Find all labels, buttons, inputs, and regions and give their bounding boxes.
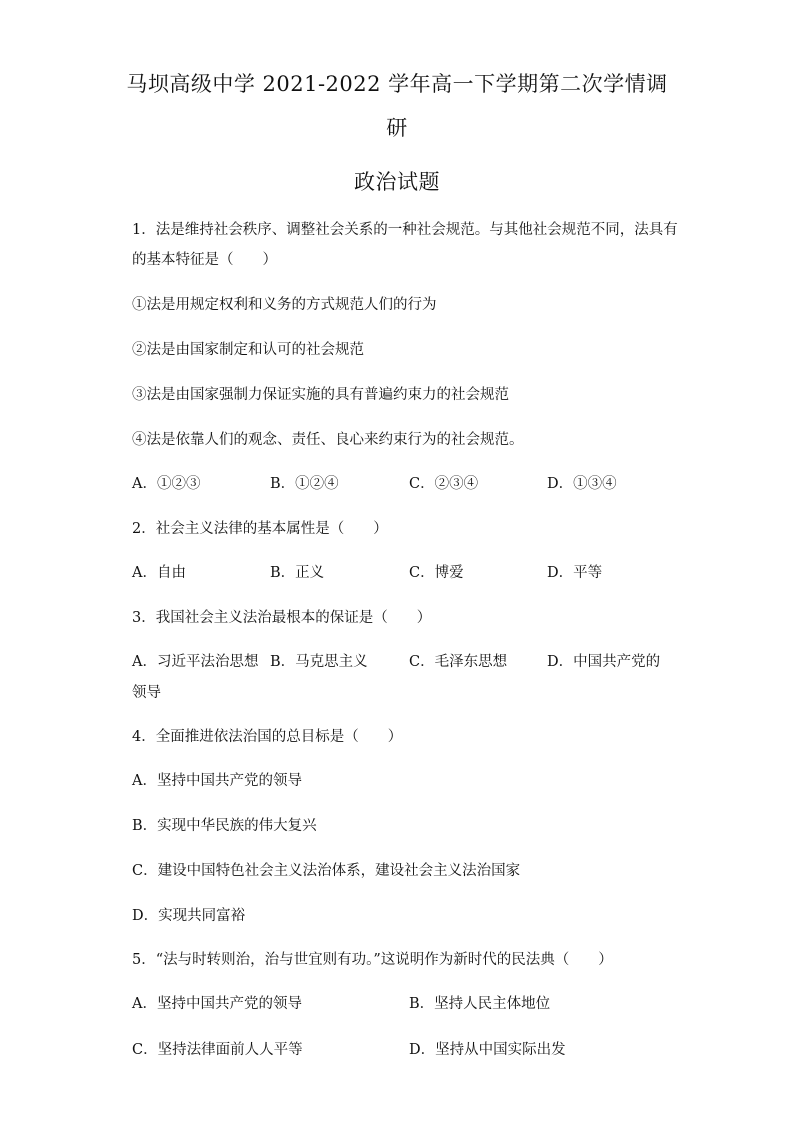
question-3-option-a[interactable]: A．习近平法治思想 (132, 654, 259, 670)
question-5-option-d[interactable]: D．坚持从中国实际出发 (409, 1042, 566, 1058)
question-5-option-b[interactable]: B．坚持人民主体地位 (409, 996, 551, 1012)
exam-subtitle: 政治试题 (354, 170, 440, 194)
question-2-option-d[interactable]: D．平等 (547, 565, 603, 581)
question-4-option-d[interactable]: D．实现共同富裕 (132, 908, 246, 924)
question-1-option-d[interactable]: D．①③④ (547, 476, 617, 492)
question-4-option-c[interactable]: C．建设中国特色社会主义法治体系，建设社会主义法治国家 (132, 863, 521, 879)
question-2-option-b[interactable]: B．正义 (270, 565, 325, 581)
question-1-option-c[interactable]: C．②③④ (409, 476, 479, 492)
question-3-option-d-wrap[interactable]: 领导 (132, 685, 161, 701)
question-3-option-c[interactable]: C．毛泽东思想 (409, 654, 508, 670)
question-5-option-c[interactable]: C．坚持法律面前人人平等 (132, 1042, 303, 1058)
question-2-option-c[interactable]: C．博爱 (409, 565, 464, 581)
question-1-stem-line2: 的基本特征是（ ） (132, 252, 277, 268)
question-3-stem: 3．我国社会主义法治最根本的保证是（ ） (132, 610, 432, 626)
question-1-option-a[interactable]: A．①②③ (132, 476, 201, 492)
question-5-stem: 5．“法与时转则治，治与世宜则有功。”这说明作为新时代的民法典（ ） (132, 952, 613, 968)
question-1-statement-2: ②法是由国家制定和认可的社会规范 (132, 342, 364, 358)
question-2-stem: 2．社会主义法律的基本属性是（ ） (132, 521, 388, 537)
question-1-statement-4: ④法是依靠人们的观念、责任、良心来约束行为的社会规范。 (132, 432, 524, 448)
exam-title-line1: 马坝高级中学 2021-2022 学年高一下学期第二次学情调 (126, 72, 668, 96)
question-1-stem-line1: 1．法是维持社会秩序、调整社会关系的一种社会规范。与其他社会规范不同，法具有 (132, 222, 678, 238)
question-3-option-b[interactable]: B．马克思主义 (270, 654, 368, 670)
question-1-statement-1: ①法是用规定权利和义务的方式规范人们的行为 (132, 297, 437, 313)
question-4-stem: 4．全面推进依法治国的总目标是（ ） (132, 729, 403, 745)
exam-title-line2: 研 (386, 116, 408, 140)
question-2-option-a[interactable]: A．自由 (132, 565, 186, 581)
question-5-option-a[interactable]: A．坚持中国共产党的领导 (132, 996, 302, 1012)
question-3-option-d[interactable]: D．中国共产党的 (547, 654, 661, 670)
question-4-option-b[interactable]: B．实现中华民族的伟大复兴 (132, 818, 317, 834)
question-4-option-a[interactable]: A．坚持中国共产党的领导 (132, 773, 302, 789)
question-1-statement-3: ③法是由国家强制力保证实施的具有普遍约束力的社会规范 (132, 387, 509, 403)
question-1-option-b[interactable]: B．①②④ (270, 476, 339, 492)
